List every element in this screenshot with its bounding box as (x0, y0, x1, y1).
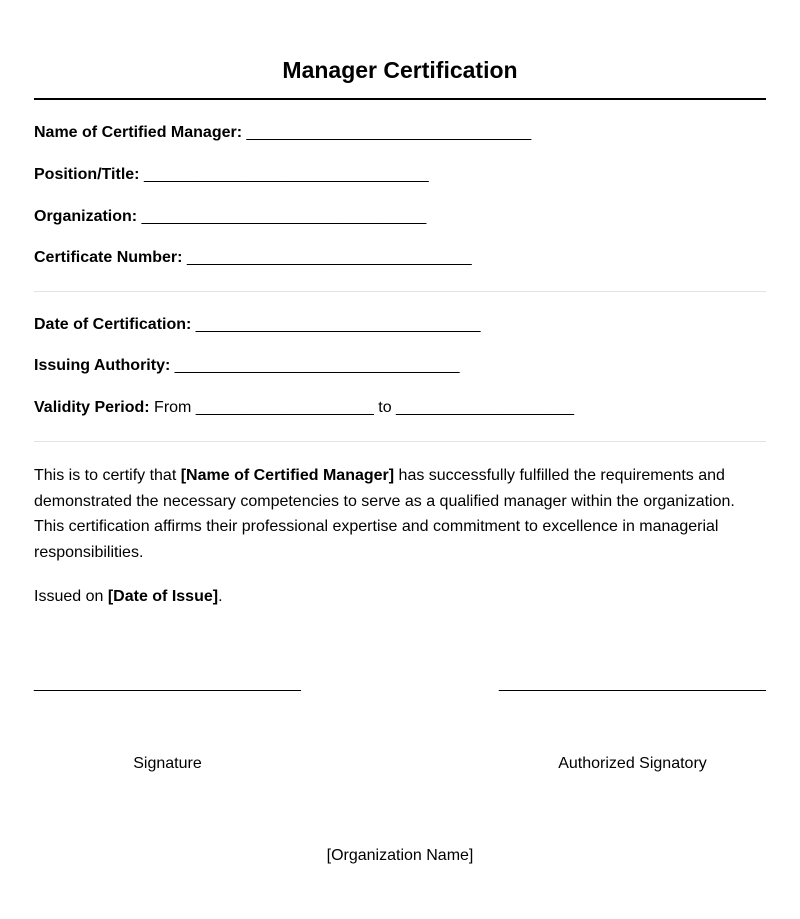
field-position-title (34, 165, 429, 185)
certification-statement (34, 463, 766, 565)
signature-caption: Signature (133, 755, 202, 772)
validity-from-blank: ____________________ (195, 399, 374, 416)
issued-on-line (34, 587, 223, 607)
section-divider (34, 291, 766, 292)
field-date-of-certification (34, 315, 481, 335)
page-title: Manager Certification (282, 57, 518, 83)
statement-suffix: has successfully fulfilled the requirements and demonstrated the necessary competencies to serve as a qualified manager within the organization. This certification affirms their professional expertise and commitment to excellence in managerial responsibilities. (34, 467, 735, 561)
manager-name-placeholder: [Name of Certified Manager] (180, 467, 395, 484)
validity-to-blank: ____________________ (396, 399, 575, 416)
field-label: Validity Period: (34, 399, 150, 416)
title-divider (34, 98, 766, 100)
field-label: Issuing Authority: (34, 357, 171, 374)
issued-prefix: Issued on (34, 588, 108, 605)
fill-in-blank: ________________________________ (141, 208, 427, 225)
field-organization (34, 207, 426, 227)
field-label: Position/Title: (34, 166, 140, 183)
statement-prefix: This is to certify that (34, 467, 181, 484)
field-label: Name of Certified Manager: (34, 124, 243, 141)
field-certificate-number (34, 248, 472, 268)
validity-to-word: to (378, 399, 392, 416)
fill-in-blank: ________________________________ (246, 124, 532, 141)
organization-name: [Organization Name] (326, 847, 474, 864)
field-certified-manager-name (34, 123, 531, 143)
authorized-signatory-caption: Authorized Signatory (558, 755, 707, 772)
fill-in-blank: ________________________________ (195, 316, 481, 333)
validity-from-word: From (154, 399, 192, 416)
issued-suffix: . (218, 588, 223, 605)
field-label: Organization: (34, 208, 138, 225)
fill-in-blank: ________________________________ (174, 357, 460, 374)
signature-line-left: ______________________________ (34, 675, 301, 692)
field-validity-period (34, 398, 574, 418)
field-label: Date of Certification: (34, 316, 192, 333)
fill-in-blank: ________________________________ (143, 166, 429, 183)
date-of-issue-placeholder: [Date of Issue] (107, 588, 219, 605)
field-issuing-authority (34, 356, 460, 376)
section-divider (34, 441, 766, 442)
signature-line-right: ______________________________ (499, 675, 766, 692)
fill-in-blank: ________________________________ (186, 249, 472, 266)
field-label: Certificate Number: (34, 249, 183, 266)
